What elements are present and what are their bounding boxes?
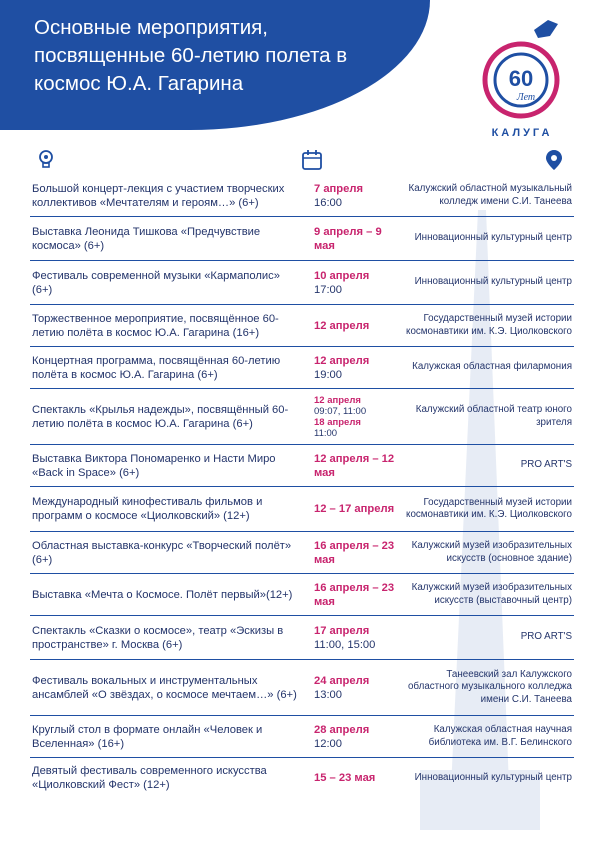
event-place: PRO ART'S — [520, 631, 572, 643]
event-time: 16:00 — [314, 196, 342, 209]
event-title: Выставка «Мечта о Космосе. Полёт первый»(12+) — [32, 588, 293, 601]
event-date: 24 апреля — [314, 674, 370, 687]
event-row — [30, 758, 574, 798]
event-title: Девятый фестиваль современного искусства «Циолковский Фест» (12+) — [32, 765, 267, 791]
event-place: Калужский музей изобразительных искусств (выставочный центр) — [411, 582, 572, 606]
location-pin-icon — [544, 148, 564, 172]
event-time-2: 11:00 — [314, 427, 338, 439]
event-row — [30, 660, 574, 716]
event-time: 09:07, 11:00 — [314, 405, 367, 417]
event-date: 9 апреля – 9 мая — [314, 225, 382, 252]
events-table — [30, 175, 574, 798]
event-title: Областная выставка-конкурс «Творческий полёт» (6+) — [32, 539, 292, 566]
event-title: Выставка Виктора Пономаренко и Насти Миро «Back in Space» (6+) — [32, 452, 276, 479]
logo-script: Лет — [516, 92, 536, 103]
event-title: Спектакль «Сказки о космосе», театр «Эскизы в пространстве» г. Москва (6+) — [32, 624, 284, 651]
event-date: 17 апреля — [314, 624, 370, 637]
event-date: 15 – 23 мая — [314, 772, 376, 784]
logo-city: КАЛУГА — [491, 127, 553, 139]
event-row — [30, 175, 574, 217]
event-row — [30, 445, 574, 487]
event-title: Фестиваль современной музыки «Кармаполис» (6+) — [32, 269, 280, 296]
event-date: 7 апреля — [314, 182, 363, 195]
event-date: 12 апреля — [314, 394, 361, 406]
anniversary-logo — [478, 12, 564, 132]
event-time: 19:00 — [314, 368, 342, 381]
event-title: Концертная программа, посвящённая 60-летию полёта в космос Ю.А. Гагарина (6+) — [32, 354, 281, 381]
event-place: Калужский музей изобразительных искусств (основное здание) — [411, 540, 572, 564]
event-time: 11:00, 15:00 — [314, 638, 376, 651]
event-title: Спектакль «Крылья надежды», посвящённый 60-летию полёта в космос Ю.А. Гагарина (6+) — [32, 403, 289, 430]
event-date: 12 – 17 апреля — [314, 503, 395, 515]
event-place: Калужский областной музыкальный колледж имени С.И. Танеева — [408, 183, 572, 207]
event-place: Инновационный культурный центр — [414, 771, 572, 783]
event-title: Круглый стол в формате онлайн «Человек и Вселенная» (16+) — [32, 723, 263, 750]
event-title: Фестиваль вокальных и инструментальных ансамблей «О звёздах, о космосе мечтаем…» (6+) — [32, 674, 297, 701]
event-date: 12 апреля – 12 мая — [314, 452, 395, 479]
page-title: Основные мероприятия, посвященные 60-летию полета в космос Ю.А. Гагарина — [34, 16, 348, 95]
event-title: Выставка Леонида Тишкова «Предчувствие космоса» (6+) — [32, 225, 261, 252]
event-time: 13:00 — [314, 688, 342, 701]
event-time: 17:00 — [314, 283, 342, 296]
event-row — [30, 261, 574, 305]
event-row — [30, 217, 574, 261]
event-place: Государственный музей истории космонавтики им. К.Э. Циолковского — [406, 313, 572, 337]
event-row — [30, 616, 574, 660]
event-row — [30, 305, 574, 347]
event-date: 16 апреля – 23 мая — [314, 581, 395, 608]
ideas-icon — [34, 148, 58, 172]
event-row — [30, 389, 574, 445]
event-row — [30, 716, 574, 758]
event-place: Инновационный культурный центр — [414, 276, 572, 288]
logo-number: 60 — [508, 66, 534, 91]
event-place: PRO ART'S — [520, 459, 572, 471]
header-banner — [0, 0, 430, 130]
event-place: Танеевский зал Калужского областного музыкального колледжа имени С.И. Танеева — [407, 668, 572, 705]
event-date: 12 апреля — [314, 354, 370, 367]
calendar-icon — [300, 148, 324, 172]
event-title: Торжественное мероприятие, посвящённое 60-летию полёта в космос Ю.А. Гагарина (16+) — [32, 312, 279, 339]
event-title: Международный кинофестиваль фильмов и программ о космосе «Циолковский» (12+) — [32, 496, 263, 522]
event-date-2: 18 апреля — [314, 416, 361, 428]
event-date: 28 апреля — [314, 723, 370, 736]
event-place: Калужский областной театр юного зрителя — [415, 404, 572, 428]
event-place: Калужская областная филармония — [412, 361, 572, 373]
event-time: 12:00 — [314, 737, 342, 750]
event-row — [30, 347, 574, 389]
event-title: Большой концерт-лекция с участием творческих коллективов «Мечтателям и героям…» (6+) — [32, 182, 285, 209]
event-row — [30, 574, 574, 616]
event-place: Калужская областная научная библиотека им. В.Г. Белинского — [428, 724, 572, 748]
event-place: Инновационный культурный центр — [414, 232, 572, 244]
event-date: 12 апреля — [314, 319, 370, 332]
event-row — [30, 487, 574, 532]
event-row — [30, 532, 574, 574]
event-date: 10 апреля — [314, 269, 370, 282]
event-date: 16 апреля – 23 мая — [314, 539, 395, 566]
event-place: Государственный музей истории космонавтики им. К.Э. Циолковского — [406, 496, 572, 520]
